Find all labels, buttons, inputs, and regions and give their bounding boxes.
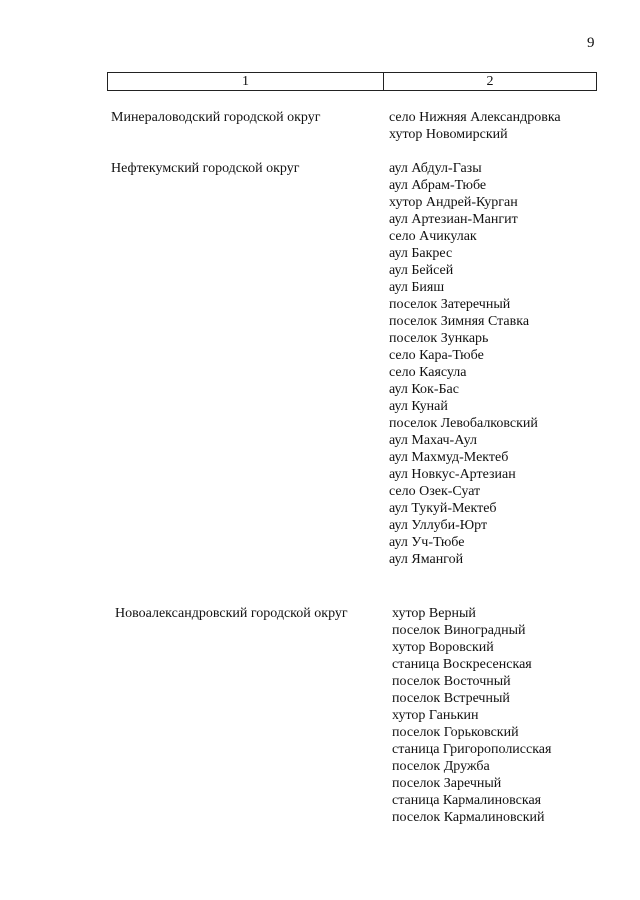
district-name: Минераловодский городской округ [111, 110, 321, 125]
settlement-item: аул Махмуд-Мектеб [389, 450, 509, 465]
settlement-item: село Каясула [389, 365, 467, 380]
page-number: 9 [587, 35, 595, 51]
settlement-item: аул Бакрес [389, 246, 453, 261]
settlement-item: станица Григорополисская [392, 742, 552, 757]
settlement-item: хутор Верный [392, 606, 476, 621]
settlement-item: поселок Зимняя Ставка [389, 314, 530, 329]
settlement-item: село Кара-Тюбе [389, 348, 484, 363]
settlement-item: хутор Ганькин [392, 708, 479, 723]
settlement-item: поселок Левобалковский [389, 416, 538, 431]
settlement-item: аул Ямангой [389, 552, 464, 567]
settlement-item: поселок Зункарь [389, 331, 489, 346]
settlement-item: станица Воскресенская [392, 657, 532, 672]
settlement-item: поселок Виноградный [392, 623, 526, 638]
settlement-item: аул Новкус-Артезиан [389, 467, 516, 482]
settlement-list [389, 160, 538, 568]
settlement-item: поселок Кармалиновский [392, 810, 545, 825]
table-header-col2: 2 [486, 73, 494, 89]
settlement-list [392, 605, 551, 826]
district-name: Новоалександровский городской округ [115, 606, 348, 621]
settlement-item: аул Артезиан-Мангит [389, 212, 518, 227]
settlement-item: село Ачикулак [389, 229, 477, 244]
settlement-item: аул Абрам-Тюбе [389, 178, 487, 193]
table-header-col1: 1 [108, 73, 384, 90]
settlement-item: аул Уллуби-Юрт [389, 518, 488, 533]
settlement-item: аул Уч-Тюбе [389, 535, 465, 550]
settlement-item: поселок Восточный [392, 674, 511, 689]
settlement-item: село Нижняя Александровка [389, 110, 561, 125]
settlement-item: хутор Новомирский [389, 127, 508, 142]
settlement-item: аул Кунай [389, 399, 448, 414]
settlement-item: хутор Андрей-Курган [389, 195, 518, 210]
settlement-item: аул Кок-Бас [389, 382, 459, 397]
settlement-item: поселок Дружба [392, 759, 490, 774]
settlement-item: поселок Заречный [392, 776, 502, 791]
settlement-item: станица Кармалиновская [392, 793, 542, 808]
settlement-item: аул Бейсей [389, 263, 454, 278]
settlement-item: аул Тукуй-Мектеб [389, 501, 497, 516]
settlement-item: поселок Затеречный [389, 297, 511, 312]
district-name: Нефтекумский городской округ [111, 161, 300, 176]
settlement-item: аул Абдул-Газы [389, 161, 482, 176]
settlement-item: аул Бияш [389, 280, 445, 295]
table-header [107, 72, 597, 91]
settlement-item: хутор Воровский [392, 640, 494, 655]
settlement-item: поселок Встречный [392, 691, 510, 706]
settlement-item: поселок Горьковский [392, 725, 519, 740]
settlement-list [389, 109, 561, 143]
settlement-item: село Озек-Суат [389, 484, 481, 499]
settlement-item: аул Махач-Аул [389, 433, 477, 448]
